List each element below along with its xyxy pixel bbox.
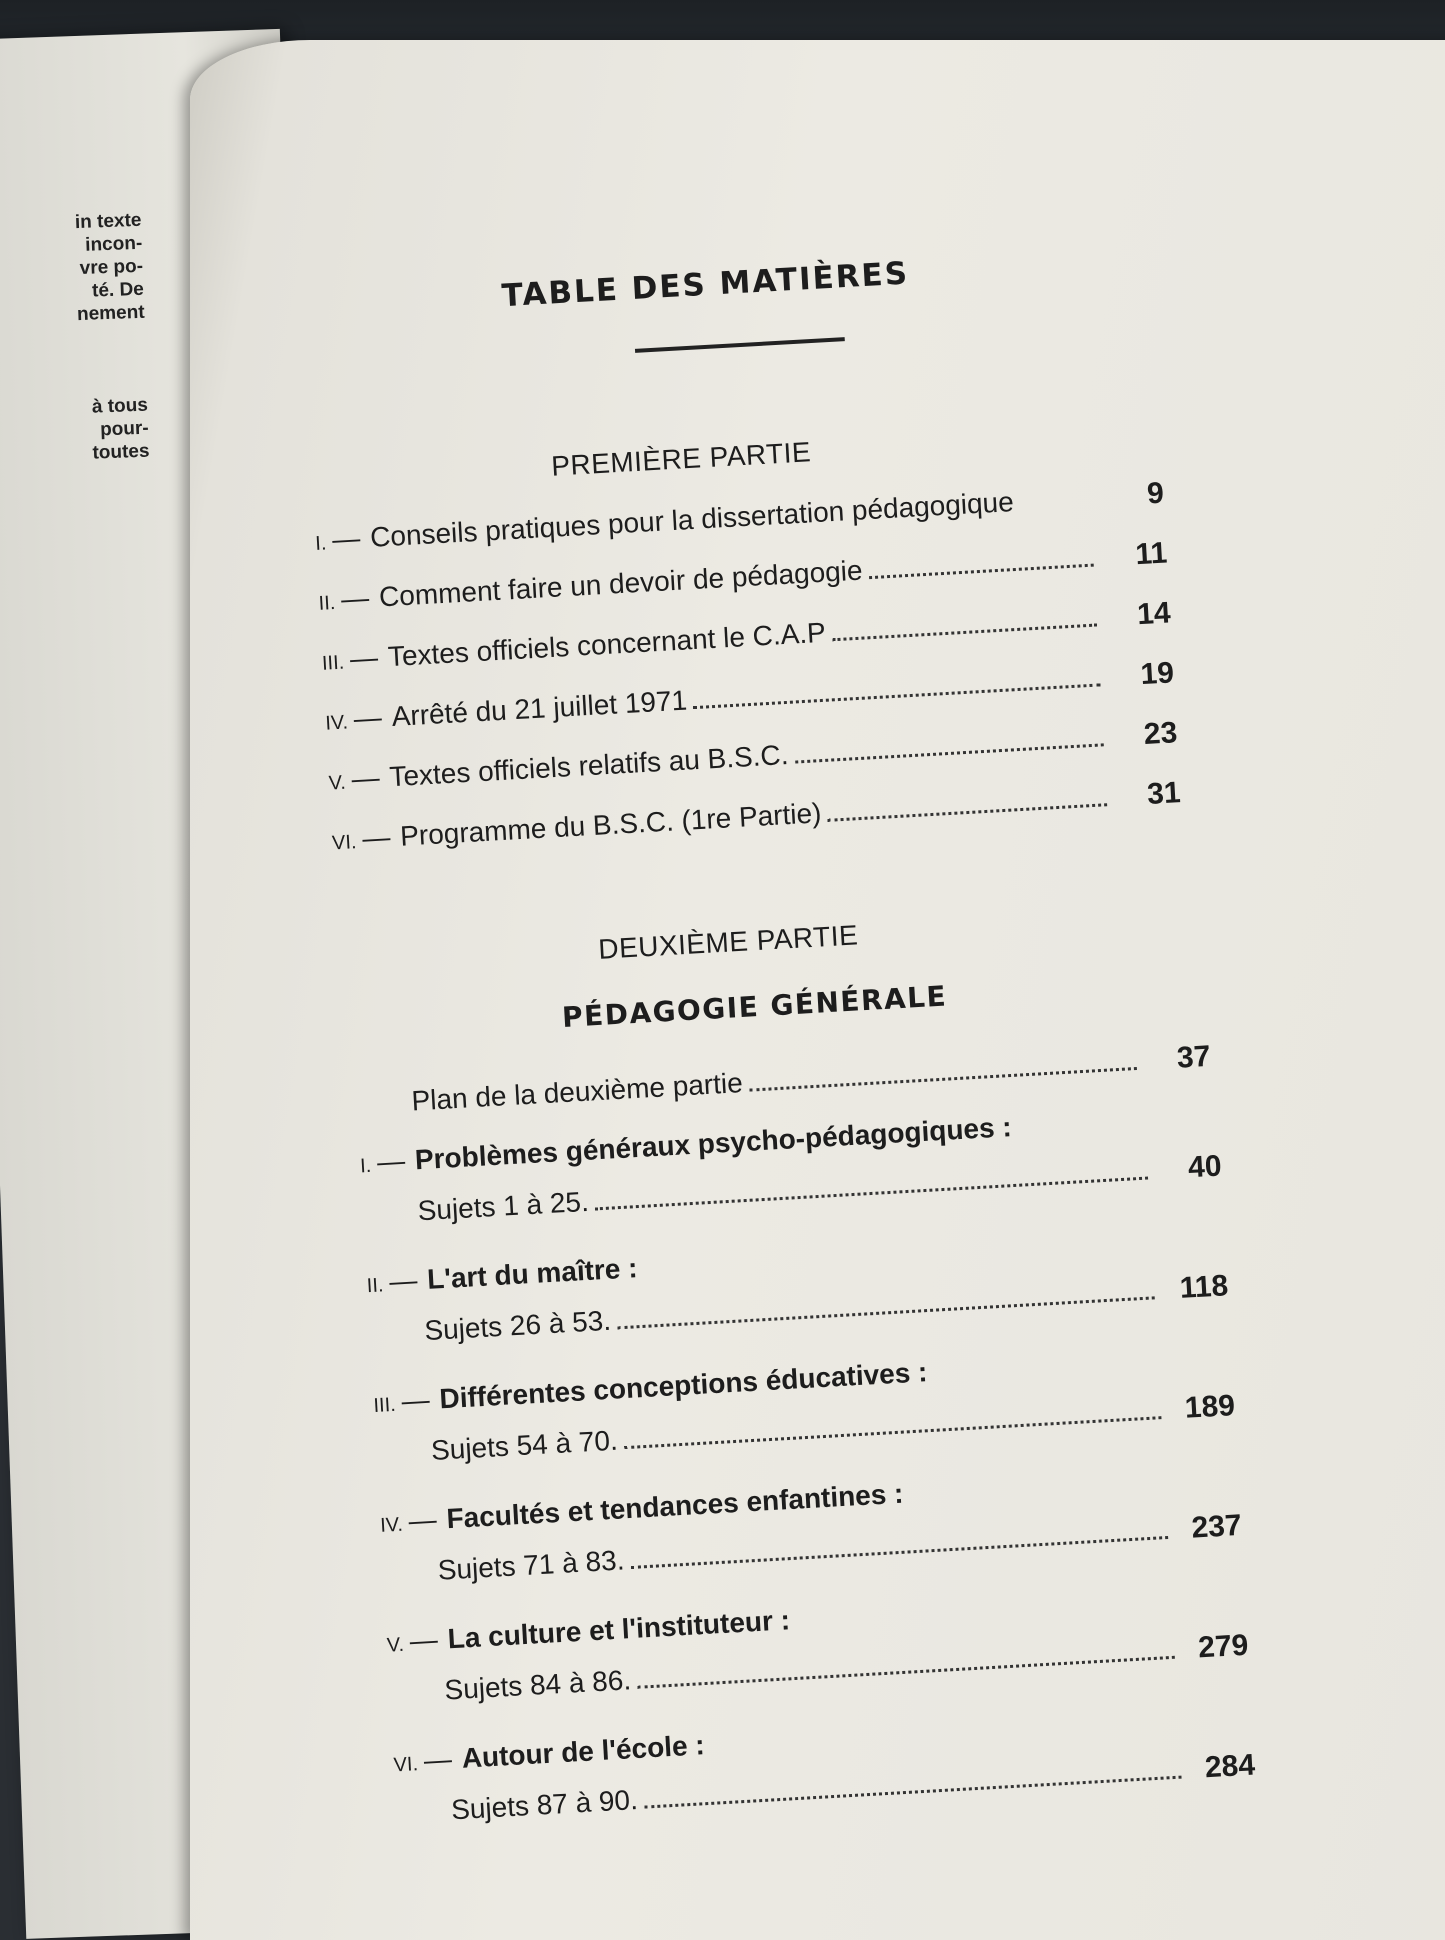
- entry-page: 14: [1136, 596, 1172, 632]
- entry-dash: —: [407, 1503, 438, 1537]
- entry-number: IV.: [324, 711, 349, 735]
- entry-page: 19: [1139, 656, 1175, 692]
- entry-dash: —: [400, 1383, 431, 1417]
- dot-leader: [631, 1536, 1169, 1569]
- entry-dash: —: [340, 582, 370, 615]
- entry-label: Programme du B.S.C. (1re Partie): [399, 797, 823, 852]
- dot-leader: [693, 683, 1100, 709]
- entry-sujets: Sujets 26 à 53.: [423, 1304, 612, 1347]
- dot-leader: [749, 1067, 1137, 1092]
- entry-page: 31: [1146, 776, 1182, 811]
- entry-number: V.: [386, 1633, 405, 1657]
- entry-number: II.: [318, 592, 336, 615]
- entry-number: III.: [321, 651, 345, 675]
- entry-label: Différentes conceptions éducatives :: [438, 1356, 929, 1415]
- entry-dash: —: [408, 1623, 439, 1657]
- text-line: incon-: [84, 232, 143, 256]
- left-page-text-fragment: [13, 394, 150, 468]
- entry-sujets: Sujets 1 à 25.: [416, 1185, 590, 1227]
- entry-page: 40: [1187, 1149, 1223, 1185]
- entry-sujets: Sujets 84 à 86.: [443, 1664, 632, 1706]
- entry-dash: —: [350, 761, 381, 795]
- entry-label: Conseils pratiques pour la dissertation pédagogique: [369, 485, 1015, 553]
- entry-number: III.: [372, 1393, 397, 1418]
- entry-dash: —: [422, 1743, 453, 1776]
- entry-dash: —: [388, 1264, 419, 1298]
- dot-leader: [637, 1656, 1175, 1689]
- text-line: in texte: [74, 209, 142, 234]
- dot-leader: [869, 564, 1094, 580]
- text-line: té. De: [91, 278, 145, 302]
- entry-page: 237: [1190, 1508, 1243, 1545]
- entry-label: La culture et l'instituteur :: [446, 1604, 791, 1655]
- entry-number: IV.: [379, 1513, 404, 1537]
- entry-label: Facultés et tendances enfantines :: [445, 1477, 905, 1535]
- dot-leader: [595, 1177, 1148, 1211]
- part1-heading: PREMIÈRE PARTIE: [550, 436, 812, 482]
- entry-page: 37: [1176, 1039, 1212, 1075]
- entry-label: Plan de la deuxième partie: [410, 1067, 744, 1117]
- entry-label: Autour de l'école :: [460, 1729, 706, 1774]
- entry-label: Arrêté du 21 juillet 1971: [390, 684, 688, 732]
- entry-number: V.: [328, 771, 347, 795]
- entry-label: Textes officiels relatifs au B.S.C.: [388, 738, 790, 793]
- dot-leader: [617, 1296, 1155, 1329]
- entry-page: 11: [1134, 536, 1169, 572]
- entry-number: I.: [359, 1154, 372, 1178]
- entry-page: 9: [1146, 476, 1165, 511]
- entry-page: 284: [1204, 1748, 1256, 1785]
- text-line: à tous: [91, 394, 149, 418]
- entry-number: VI.: [393, 1753, 419, 1777]
- entry-number: II.: [366, 1274, 385, 1298]
- entry-page: 279: [1197, 1628, 1250, 1665]
- dot-leader: [624, 1416, 1162, 1449]
- entry-page: 23: [1142, 716, 1179, 752]
- dot-leader: [795, 743, 1104, 763]
- text-line: toutes: [92, 440, 150, 464]
- entry-label: Comment faire un devoir de pédagogie: [378, 554, 864, 613]
- entry-label: Textes officiels concernant le C.A.P: [387, 616, 827, 673]
- table-of-contents: [290, 215, 1370, 1908]
- entry-dash: —: [331, 522, 362, 556]
- entry-dash: —: [376, 1144, 406, 1178]
- entry-sujets: Sujets 87 à 90.: [450, 1783, 639, 1826]
- dot-leader: [644, 1776, 1182, 1809]
- entry-label: L'art du maître :: [426, 1252, 639, 1295]
- left-page-text-fragment: [6, 209, 145, 329]
- entry-label: Problèmes généraux psycho-pédagogiques :: [414, 1111, 1013, 1176]
- text-line: pour-: [99, 417, 150, 441]
- title-divider: [635, 337, 845, 353]
- entry-dash: —: [352, 701, 383, 735]
- part2-subheading: PÉDAGOGIE GÉNÉRALE: [561, 979, 948, 1034]
- dot-leader: [828, 803, 1108, 822]
- entry-page: 118: [1178, 1269, 1230, 1305]
- entry-sujets: Sujets 54 à 70.: [430, 1424, 619, 1466]
- entry-number: VI.: [331, 831, 358, 855]
- entry-sujets: Sujets 71 à 83.: [436, 1544, 626, 1586]
- entry-dash: —: [349, 641, 379, 675]
- text-line: vre po-: [79, 255, 144, 279]
- dot-leader: [832, 624, 1097, 642]
- entry-number: I.: [314, 532, 328, 555]
- entry-dash: —: [361, 821, 392, 854]
- part2-heading: DEUXIÈME PARTIE: [597, 919, 859, 965]
- page-title: TABLE DES MATIÈRES: [500, 255, 910, 315]
- text-line: nement: [76, 301, 145, 326]
- entry-page: 189: [1183, 1389, 1236, 1425]
